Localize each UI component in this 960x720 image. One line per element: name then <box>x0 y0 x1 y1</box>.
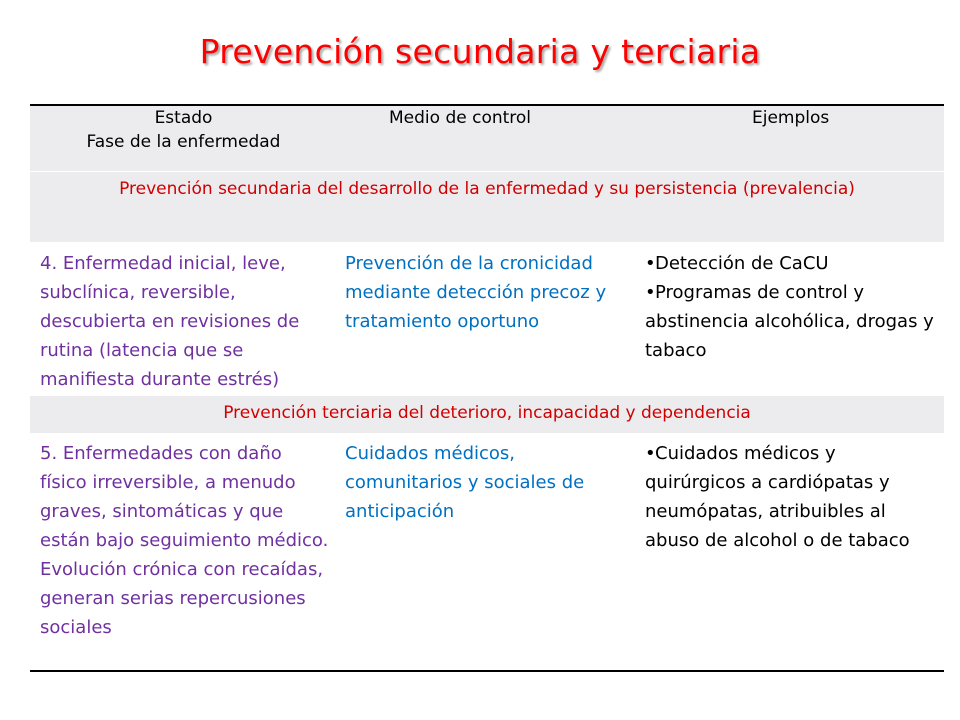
prevention-table <box>30 104 944 667</box>
cell-estado: 4. Enfermedad inicial, leve, subclínica, reversible, descubierta en revisiones de rutina (latencia que se manifiesta durante estrés) <box>30 242 337 395</box>
cell-ejemplos <box>637 242 944 395</box>
table-bottom-border <box>30 670 944 672</box>
slide-title: Prevención secundaria y terciaria <box>199 32 761 71</box>
header-ejemplos: Ejemplos <box>637 105 944 171</box>
header-estado <box>30 105 337 171</box>
header-estado-line1: Estado <box>154 108 213 128</box>
section-heading-row <box>30 395 944 433</box>
cell-estado: 5. Enfermedades con daño físico irreversible, a menudo graves, sintomáticas y que están bajo seguimiento médico. Evolución crónica con recaídas, generan serias repercusiones sociales <box>30 433 337 667</box>
section-heading-row <box>30 171 944 242</box>
cell-ejemplos <box>637 433 944 667</box>
table-row <box>30 433 944 667</box>
cell-medio: Prevención de la cronicidad mediante detección precoz y tratamiento oportuno <box>337 242 637 395</box>
bullet-icon: • <box>645 442 656 464</box>
ejemplo-text: Programas de control y abstinencia alcohólica, drogas y tabaco <box>645 281 934 361</box>
ejemplo-text: Cuidados médicos y quirúrgicos a cardiópatas y neumópatas, atribuibles al abuso de alcohol o de tabaco <box>645 442 910 551</box>
list-item <box>645 249 940 278</box>
header-estado-line2: Fase de la enfermedad <box>86 132 281 152</box>
section-heading-terciaria: Prevención terciaria del deterioro, incapacidad y dependencia <box>30 395 944 433</box>
cell-medio: Cuidados médicos, comunitarios y sociales de anticipación <box>337 433 637 667</box>
ejemplos-list <box>645 249 940 365</box>
list-item <box>645 278 940 365</box>
section-heading-secundaria: Prevención secundaria del desarrollo de la enfermedad y su persistencia (prevalencia) <box>30 171 944 242</box>
table-row <box>30 242 944 395</box>
list-item <box>645 439 940 555</box>
bullet-icon: • <box>645 281 656 303</box>
table-header-row <box>30 105 944 171</box>
ejemplo-text: Detección de CaCU <box>655 252 829 274</box>
ejemplos-list <box>645 439 940 555</box>
bullet-icon: • <box>645 252 656 274</box>
header-medio: Medio de control <box>337 105 637 171</box>
